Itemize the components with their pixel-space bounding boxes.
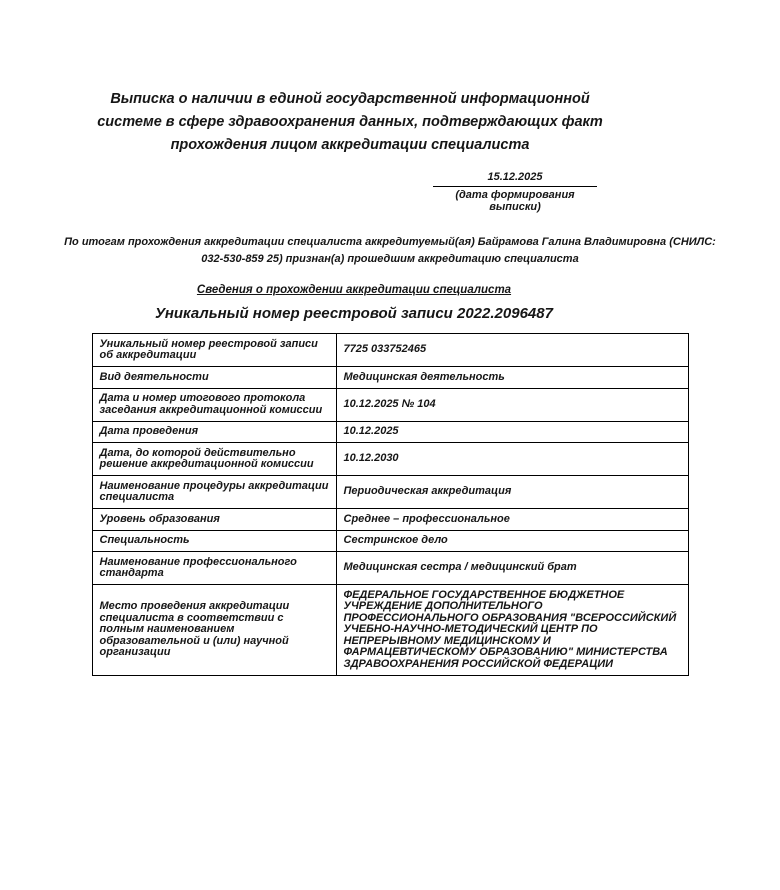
registry-number: Уникальный номер реестровой записи 2022.2096487	[155, 305, 553, 322]
issue-date: 15.12.2025	[433, 171, 597, 187]
row-label: Место проведения аккредитации специалиста в соответствии с полным наименованием образовательной и (или) научной организации	[92, 585, 336, 676]
row-value: 10.12.2030	[336, 443, 688, 476]
table-row	[92, 552, 688, 585]
section-heading	[0, 284, 708, 296]
row-label: Дата и номер итогового протокола заседания аккредитационной комиссии	[92, 388, 336, 421]
table-row	[92, 443, 688, 476]
table-row	[92, 367, 688, 389]
row-value: Среднее – профессиональное	[336, 509, 688, 531]
row-value: Медицинская деятельность	[336, 367, 688, 389]
row-label: Вид деятельности	[92, 367, 336, 389]
document-title-line: Выписка о наличии в единой государственной информационной	[110, 91, 590, 107]
table-row	[92, 334, 688, 367]
issue-date-caption: (дата формирования выписки)	[455, 189, 575, 213]
row-label: Уровень образования	[92, 509, 336, 531]
table-row	[92, 388, 688, 421]
row-label: Наименование процедуры аккредитации специалиста	[92, 476, 336, 509]
accreditation-table	[92, 333, 689, 676]
row-value: Периодическая аккредитация	[336, 476, 688, 509]
row-value: 7725 033752465	[336, 334, 688, 367]
document-title-line: системе в сфере здравоохранения данных, подтверждающих факт	[97, 114, 603, 130]
row-label: Специальность	[92, 530, 336, 552]
intro-paragraph-line: 032-530-859 25) признан(а) прошедшим аккредитацию специалиста	[201, 253, 579, 265]
row-value: Медицинская сестра / медицинский брат	[336, 552, 688, 585]
document-title	[0, 88, 700, 157]
row-value: ФЕДЕРАЛЬНОЕ ГОСУДАРСТВЕННОЕ БЮДЖЕТНОЕ УЧРЕЖДЕНИЕ ДОПОЛНИТЕЛЬНОГО ПРОФЕССИОНАЛЬНОГО ОБРАЗОВАНИЯ "ВСЕРОССИЙСКИЙ УЧЕБНО-НАУЧНО-МЕТОДИЧЕСКИЙ ЦЕНТР ПО НЕПРЕРЫВНОМУ МЕДИЦИНСКОМУ И ФАРМАЦЕВТИЧЕСКОМУ ОБРАЗОВАНИЮ" МИНИСТЕРСТВА ЗДРАВООХРАНЕНИЯ РОССИЙСКОЙ ФЕДЕРАЦИИ	[336, 585, 688, 676]
row-value: Сестринское дело	[336, 530, 688, 552]
row-value: 10.12.2025	[336, 421, 688, 443]
row-label: Дата, до которой действительно решение аккредитационной комиссии	[92, 443, 336, 476]
intro-paragraph	[40, 234, 740, 268]
table-row	[92, 530, 688, 552]
table-row	[92, 421, 688, 443]
row-label: Наименование профессионального стандарта	[92, 552, 336, 585]
row-value: 10.12.2025 № 104	[336, 388, 688, 421]
row-label: Уникальный номер реестровой записи об аккредитации	[92, 334, 336, 367]
issue-date-block	[433, 171, 597, 213]
intro-paragraph-line: По итогам прохождения аккредитации специалиста аккредитуемый(ая) Байрамова Галина Владимировна (СНИЛС:	[64, 236, 716, 248]
row-label: Дата проведения	[92, 421, 336, 443]
section-heading-text: Сведения о прохождении аккредитации специалиста	[196, 284, 512, 296]
table-row	[92, 476, 688, 509]
table-row	[92, 509, 688, 531]
table-row	[92, 585, 688, 676]
document-title-line: прохождения лицом аккредитации специалиста	[170, 137, 530, 153]
